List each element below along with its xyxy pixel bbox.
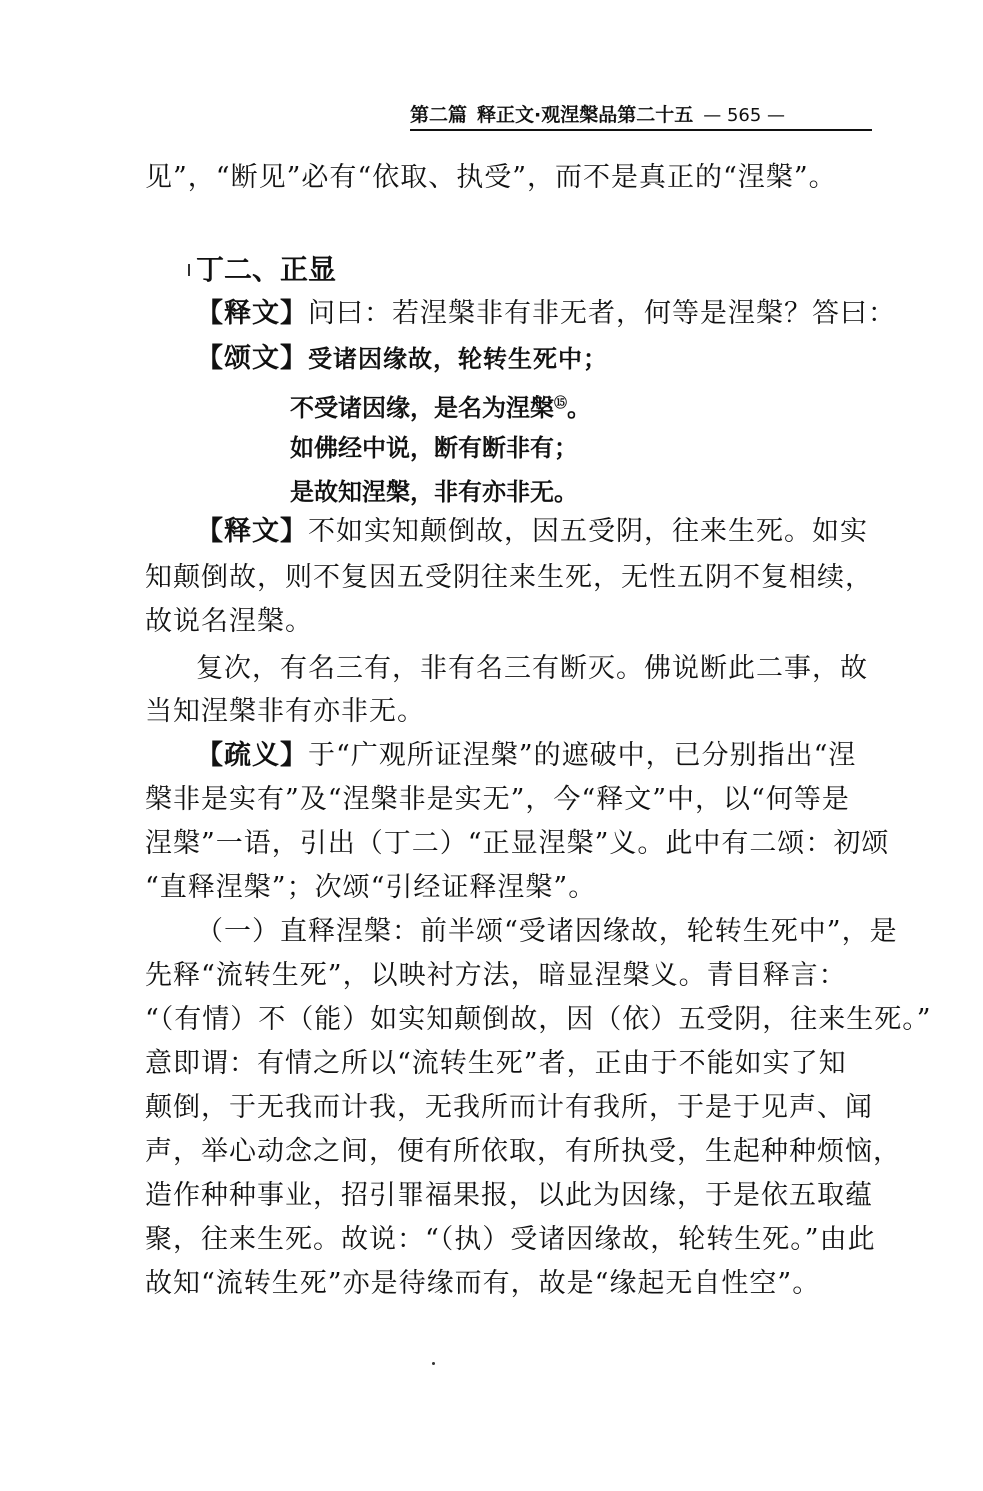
footnote-mark: ⑮ bbox=[554, 396, 568, 411]
songwen-verse4: 是故知涅槃，非有亦非无。 bbox=[290, 478, 578, 506]
top-line: 见”，“断见”必有“依取、执受”，而不是真正的“涅槃”。 bbox=[145, 162, 837, 193]
shiwen1-text: 问曰：若涅槃非有非无者，何等是涅槃？答曰： bbox=[308, 298, 896, 329]
margin-mark bbox=[188, 264, 190, 276]
shiwen2-line3: 故说名涅槃。 bbox=[145, 606, 313, 637]
section-heading: 丁二、正显 bbox=[196, 253, 337, 286]
shuyi-label: 【疏义】 bbox=[196, 740, 308, 771]
header-rule bbox=[410, 129, 872, 131]
shiwen1-label: 【释文】 bbox=[196, 298, 308, 329]
songwen-verse2-end: 。 bbox=[567, 394, 592, 422]
songwen-verse3: 如佛经中说，断有断非有； bbox=[290, 434, 578, 462]
page-number: — 565 — bbox=[703, 105, 786, 126]
shuyi-line4: “直释涅槃”；次颂“引经证释涅槃”。 bbox=[145, 872, 597, 903]
para1-line7: 造作种种事业，招引罪福果报，以此为因缘，于是依五取蕴 bbox=[145, 1180, 873, 1211]
shuyi-line3: 涅槃”一语，引出（丁二）“正显涅槃”义。此中有二颂：初颂 bbox=[145, 828, 890, 859]
header-chapter: 第二篇 bbox=[410, 104, 468, 126]
fuci-line2: 当知涅槃非有亦非无。 bbox=[145, 696, 425, 727]
songwen-verse2 bbox=[290, 382, 591, 430]
para1-line6: 声，举心动念之间，便有所依取，有所执受，生起种种烦恼， bbox=[145, 1136, 901, 1167]
shiwen2-line1 bbox=[196, 510, 876, 554]
para1-line5: 颠倒，于无我而计我，无我所而计有我所，于是于见声、闻 bbox=[145, 1092, 873, 1123]
shiwen1-line bbox=[196, 292, 896, 336]
scan-speck bbox=[432, 1362, 435, 1365]
songwen-label: 【颂文】 bbox=[196, 343, 308, 374]
shuyi-text1: 于“广观所证涅槃”的遮破中，已分别指出“涅 bbox=[308, 740, 857, 771]
shuyi-line1 bbox=[196, 734, 876, 778]
para1-line8: 聚，往来生死。故说：“（执）受诸因缘故，轮转生死。”由此 bbox=[145, 1224, 876, 1255]
para1-line2: 先释“流转生死”，以映衬方法，暗显涅槃义。青目释言： bbox=[145, 960, 847, 991]
para1-line4: 意即谓：有情之所以“流转生死”者，正由于不能如实了知 bbox=[145, 1048, 847, 1079]
shiwen2-text1: 不如实知颠倒故，因五受阴，往来生死。如实 bbox=[308, 516, 868, 547]
header-title: 释正文·观涅槃品第二十五 bbox=[477, 104, 694, 126]
para1-line1: （一）直释涅槃：前半颂“受诸因缘故，轮转生死中”，是 bbox=[196, 916, 898, 947]
shiwen2-line2: 知颠倒故，则不复因五受阴往来生死，无性五阴不复相续， bbox=[145, 562, 873, 593]
fuci-line1: 复次，有名三有，非有名三有断灭。佛说断此二事，故 bbox=[196, 653, 868, 684]
songwen-line1 bbox=[196, 337, 796, 381]
songwen-verse1: 受诸因缘故，轮转生死中； bbox=[308, 345, 608, 373]
running-header bbox=[410, 100, 870, 127]
para1-line9: 故知“流转生死”亦是待缘而有，故是“缘起无自性空”。 bbox=[145, 1268, 821, 1299]
para1-line3: “（有情）不（能）如实知颠倒故，因（依）五受阴，往来生死。” bbox=[145, 1004, 932, 1035]
songwen-verse2-text: 不受诸因缘，是名为涅槃 bbox=[290, 394, 554, 422]
shiwen2-label: 【释文】 bbox=[196, 516, 308, 547]
shuyi-line2: 槃非是实有”及“涅槃非是实无”，今“释文”中，以“何等是 bbox=[145, 784, 850, 815]
